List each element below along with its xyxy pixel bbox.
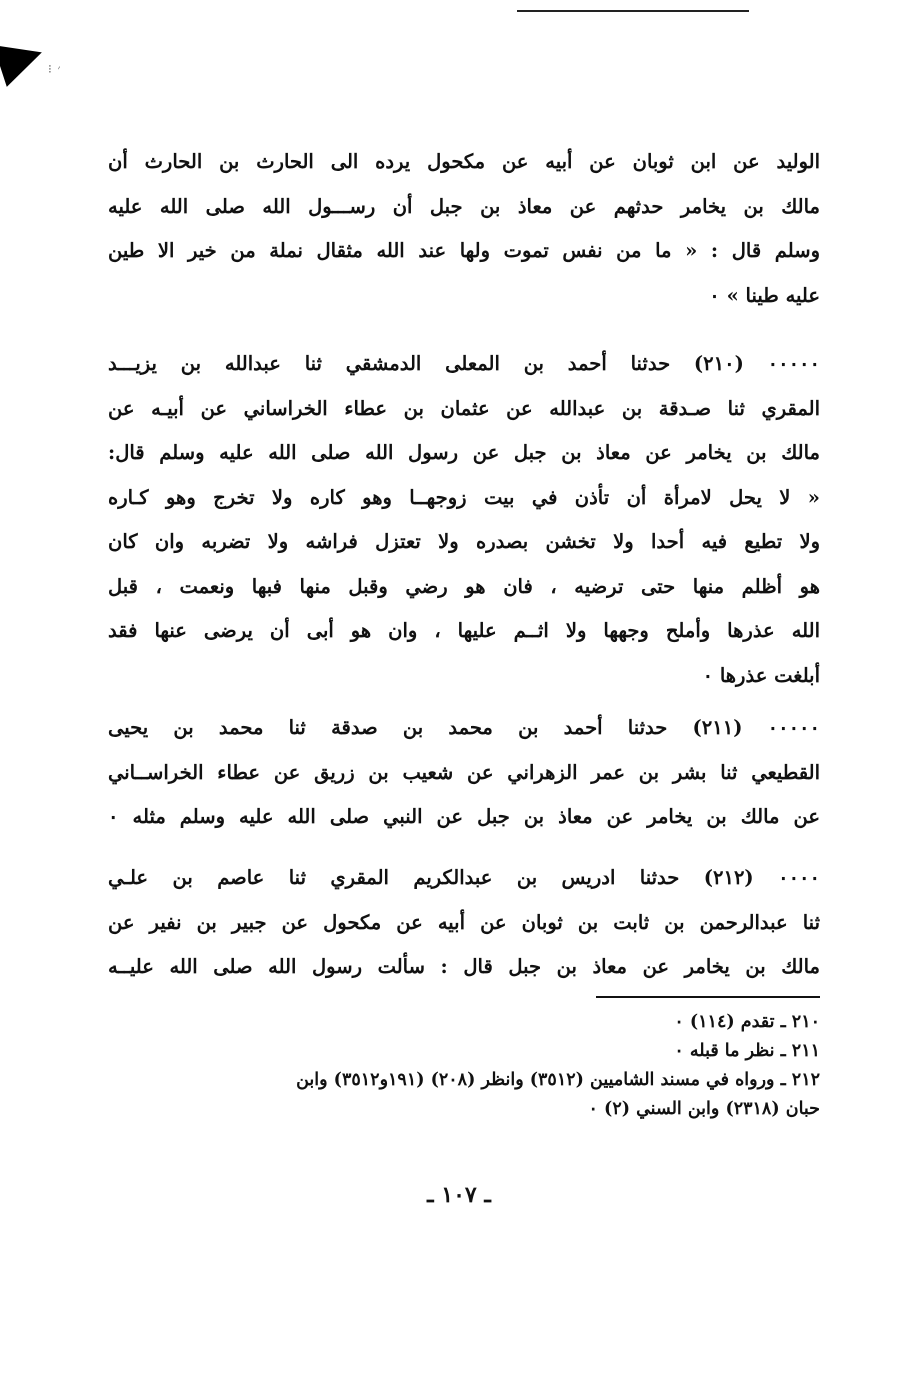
text-line: الله عذرها وأملح وجهها ولا اثــم عليها ، وان هو أبى أن يرضى عنها فقد [108,619,820,642]
footnote-212-continued: حبان (٢٣١٨) وابن السني (٢) ٠ [588,1099,820,1119]
paragraph-210 [108,342,820,698]
text-line: القطيعي ثنا بشر بن عمر الزهراني عن شعيب بن زريق عن عطاء الخراســاني [108,760,820,784]
text-line: عن مالك بن يخامر عن معاذ بن جبل عن النبي صلى الله عليه وسلم مثله ٠ [108,805,820,828]
text-line: ٠٠٠٠ (٢١٢) حدثنا ادريس بن عبدالكريم المقري ثنا عاصم بن علـي [108,866,820,889]
paragraph-211 [108,706,820,840]
text-line: الوليد عن ابن ثوبان عن أبيه عن مكحول يرده الى الحارث بن الحارث أن [108,150,820,173]
footnote-212: ٢١٢ ـ ورواه في مسند الشاميين (٣٥١٢) وانظر (٢٠٨) (١٩١و٣٥١٢) وابن [296,1070,820,1090]
page-number: ـ ١٠٧ ـ [427,1182,491,1208]
paragraph-1 [108,140,820,318]
text-line: « لا يحل لامرأة أن تأذن في بيت زوجهــا وهو كاره ولا تخرج وهو كـاره [108,485,820,509]
scan-speck: ⁝ ׳ [48,62,62,76]
footnotes [108,1008,820,1124]
text-line: مالك بن يخامر حدثهم عن معاذ بن جبل أن رســـول الله صلى الله عليه [108,194,820,218]
scan-corner-mark [0,31,49,86]
text-line: المقري ثنا صـدقة بن عبدالله عن عثمان بن عطاء الخراساني عن أبيـه عن [108,396,820,420]
footnote-210: ٢١٠ ـ تقدم (١١٤) ٠ [674,1012,820,1032]
footnote-211: ٢١١ ـ نظر ما قبله ٠ [674,1041,820,1061]
text-line: هو أظلم منها حتى ترضيه ، فان هو رضي وقبل منها فبها ونعمت ، قبل [108,574,820,598]
text-line: وسلم قال : « ما من نفس تموت ولها عند الله مثقال نملة من خير الا طين [108,239,820,262]
footnote-separator [596,996,820,998]
text-line: ٠٠٠٠٠ (٢١٠) حدثنا أحمد بن المعلى الدمشقي ثنا عبدالله بن يزيـــد [108,352,820,375]
top-rule [517,10,749,12]
text-line: مالك بن يخامر عن معاذ بن جبل قال : سألت رسول الله صلى الله عليــه [108,955,820,978]
text-line: أبلغت عذرها ٠ [702,663,820,687]
text-line: مالك بن يخامر عن معاذ بن جبل عن رسول الله صلى الله عليه وسلم قال: [108,441,820,464]
text-line: ٠٠٠٠٠ (٢١١) حدثنا أحمد بن محمد بن صدقة ثنا محمد بن يحيى [108,716,820,739]
text-line: ولا تطيع فيه أحدا ولا تخشن بصدره ولا تعتزل فراشه ولا تضربه وان كان [108,530,820,553]
text-line: عليه طينا » ٠ [709,283,820,307]
paragraph-212 [108,856,820,990]
text-line: ثنا عبدالرحمن بن ثابت بن ثوبان عن أبيه عن مكحول عن جبير بن نفير عن [108,910,820,934]
